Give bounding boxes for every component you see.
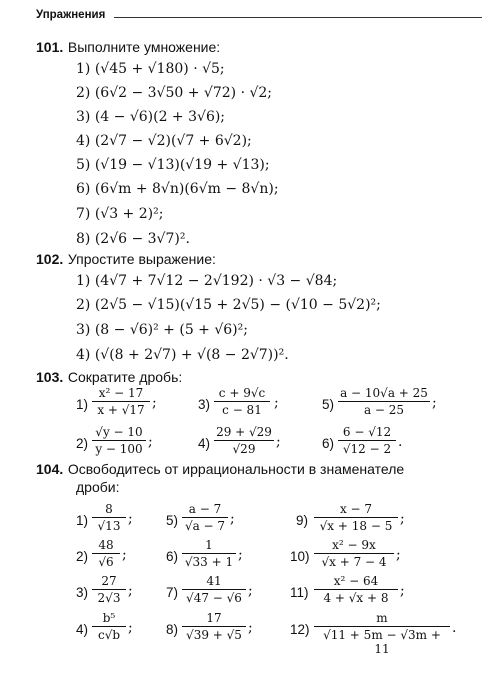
fraction-punct: ;: [274, 395, 279, 411]
fraction-punct: ;: [432, 395, 437, 411]
task-104-heading: [36, 460, 404, 479]
fraction-punct: ;: [148, 434, 153, 450]
fraction-punct: ;: [400, 583, 405, 599]
fraction-numerator: √y − 10: [92, 425, 146, 441]
task-101-item: 1) (√45 + √180) · √5;: [76, 61, 225, 77]
fraction-label: 8): [166, 622, 179, 637]
task-101-number: 101.: [36, 39, 64, 55]
fraction-punct: ;: [248, 620, 253, 636]
task-103-number: 103.: [36, 369, 64, 385]
fraction-label: 1): [76, 397, 89, 412]
fraction-label: 6): [322, 436, 335, 451]
task-101-item: 3) (4 − √6)(2 + 3√6);: [76, 109, 226, 125]
fraction-numerator: 8: [92, 502, 126, 518]
fraction-numerator: 27: [92, 574, 126, 590]
task-104-title-line2: дроби:: [76, 479, 120, 495]
fraction-denominator: √47 − √6: [186, 591, 242, 605]
task-101-item: 6) (6√m + 8√n)(6√m − 8√n);: [76, 181, 279, 197]
task-101-item: 8) (2√6 − 3√7)².: [76, 231, 190, 247]
task-104-title: Освободитесь от иррациональности в знаменателе: [67, 461, 405, 477]
fraction-punct: ;: [128, 511, 133, 527]
fraction: [182, 611, 246, 642]
task-101-title: Выполните умножение:: [67, 39, 221, 55]
fraction-numerator: 17: [182, 611, 246, 627]
fraction: [314, 502, 398, 533]
section-title: Упражнения: [36, 9, 106, 21]
fraction-denominator: √12 − 2: [342, 442, 392, 456]
fraction-numerator: 6 − √12: [338, 425, 396, 441]
fraction-denominator: √x + 7 − 4: [321, 555, 387, 569]
fraction-denominator: √a − 7: [184, 519, 226, 533]
fraction-denominator: c − 81: [222, 403, 262, 417]
fraction-punct: ;: [122, 547, 127, 563]
fraction-numerator: x² − 17: [92, 386, 150, 402]
fraction-denominator: √6: [98, 555, 114, 569]
fraction: [92, 611, 126, 642]
fraction-label: 10): [290, 549, 310, 564]
task-101-item: 5) (√19 − √13)(√19 + √13);: [76, 157, 270, 173]
task-102-heading: [36, 250, 216, 269]
fraction-denominator: √11 + 5m − √3m + 11: [323, 628, 441, 656]
fraction: [92, 502, 126, 533]
task-101-item: 4) (2√7 − √2)(√7 + 6√2);: [76, 133, 252, 149]
fraction: [338, 425, 396, 456]
fraction-numerator: b⁵: [92, 611, 126, 627]
fraction-label: 1): [76, 513, 89, 528]
fraction-denominator: c√b: [97, 628, 121, 642]
fraction-label: 5): [322, 397, 335, 412]
fraction: [214, 425, 274, 456]
fraction-numerator: c + 9√c: [214, 386, 270, 402]
fraction-numerator: 41: [182, 574, 246, 590]
fraction-punct: .: [452, 620, 457, 636]
fraction: [182, 574, 246, 605]
task-104-number: 104.: [36, 461, 64, 477]
fraction-numerator: x − 7: [314, 502, 398, 518]
fraction-numerator: a − 7: [182, 502, 228, 518]
fraction: [314, 538, 394, 569]
fraction-label: 12): [290, 622, 310, 637]
fraction-numerator: x² − 9x: [314, 538, 394, 554]
fraction: [92, 538, 120, 569]
task-101-item: 2) (6√2 − 3√50 + √72) · √2;: [76, 85, 273, 101]
fraction-label: 5): [166, 513, 179, 528]
fraction-punct: .: [398, 434, 403, 450]
fraction-numerator: m: [314, 611, 450, 627]
fraction-denominator: 2√3: [97, 591, 121, 605]
task-101-heading: [36, 38, 220, 57]
fraction-denominator: √39 + √5: [186, 628, 242, 642]
fraction-denominator: y − 100: [95, 442, 143, 456]
task-102-item: 3) (8 − √6)² + (5 + √6)²;: [76, 322, 248, 338]
fraction: [92, 574, 126, 605]
fraction: [92, 425, 146, 456]
fraction: [338, 386, 430, 417]
header-divider: [114, 17, 482, 18]
task-101-item: 7) (√3 + 2)²;: [76, 206, 164, 222]
fraction-label: 2): [76, 549, 89, 564]
fraction-label: 11): [290, 585, 309, 600]
fraction-punct: ;: [230, 511, 235, 527]
fraction-label: 4): [76, 622, 89, 637]
task-104-title-continued: [76, 478, 119, 497]
fraction: [182, 538, 236, 569]
fraction-punct: ;: [276, 434, 281, 450]
fraction-denominator: a − 25: [363, 403, 405, 417]
fraction-numerator: 1: [182, 538, 236, 554]
fraction-label: 7): [166, 585, 179, 600]
fraction-punct: ;: [396, 547, 401, 563]
page-header: [36, 9, 482, 27]
fraction-denominator: √33 + 1: [184, 555, 234, 569]
fraction-punct: ;: [238, 547, 243, 563]
fraction: [314, 611, 450, 656]
fraction-label: 2): [76, 436, 89, 451]
fraction-punct: ;: [128, 583, 133, 599]
fraction-label: 4): [198, 436, 211, 451]
task-102-title: Упростите выражение:: [67, 251, 216, 267]
fraction: [314, 574, 398, 605]
fraction: [214, 386, 270, 417]
fraction-denominator: √29: [232, 442, 256, 456]
fraction-punct: ;: [248, 583, 253, 599]
task-102-item: 1) (4√7 + 7√12 − 2√192) · √3 − √84;: [76, 273, 338, 289]
task-102-number: 102.: [36, 251, 64, 267]
fraction-denominator: x + √17: [97, 403, 145, 417]
fraction-numerator: x² − 64: [314, 574, 398, 590]
fraction-label: 3): [198, 397, 211, 412]
task-102-item: 2) (2√5 − √15)(√15 + 2√5) − (√10 − 5√2)²;: [76, 297, 381, 313]
fraction-label: 3): [76, 585, 89, 600]
fraction-punct: ;: [400, 511, 405, 527]
fraction-numerator: 48: [92, 538, 120, 554]
fraction-denominator: 4 + √x + 8: [323, 591, 389, 605]
task-103-title: Сократите дробь:: [67, 369, 183, 385]
fraction-numerator: a − 10√a + 25: [338, 386, 430, 402]
fraction: [92, 386, 150, 417]
fraction-label: 6): [166, 549, 179, 564]
fraction-denominator: √x + 18 − 5: [319, 519, 393, 533]
task-103-heading: [36, 368, 182, 387]
fraction-numerator: 29 + √29: [214, 425, 274, 441]
task-102-item: 4) (√(8 + 2√7) + √(8 − 2√7))².: [76, 347, 289, 363]
fraction: [182, 502, 228, 533]
fraction-label: 9): [296, 513, 309, 528]
fraction-denominator: √13: [97, 519, 121, 533]
fraction-punct: ;: [152, 395, 157, 411]
fraction-punct: ;: [128, 620, 133, 636]
